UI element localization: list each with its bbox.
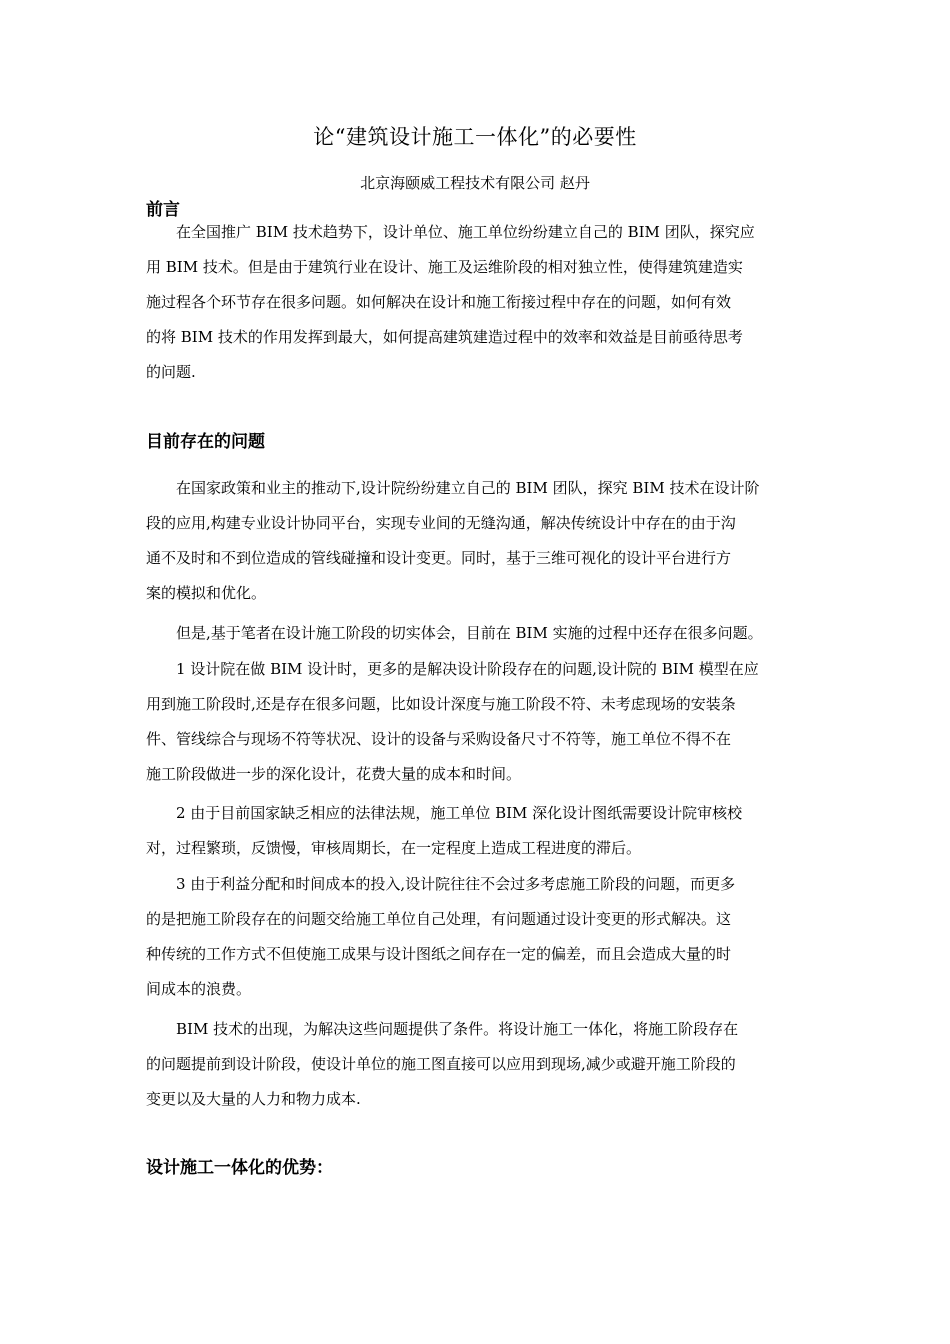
paragraph-line: 3 由于利益分配和时间成本的投入,设计院往往不会过多考虑施工阶段的问题，而更多 bbox=[176, 875, 736, 893]
paragraph-line: BIM 技术的出现，为解决这些问题提供了条件。将设计施工一体化，将施工阶段存在 bbox=[176, 1020, 739, 1038]
paragraph-line: 案的模拟和优化。 bbox=[146, 584, 267, 602]
paragraph-problems-1 bbox=[146, 471, 806, 611]
paragraph-line: 在国家政策和业主的推动下,设计院纷纷建立自己的 BIM 团队，探究 BIM 技术在设计阶 bbox=[176, 479, 760, 497]
paragraph-line: 但是,基于笔者在设计施工阶段的切实体会，目前在 BIM 实施的过程中还存在很多问题。 bbox=[176, 624, 763, 642]
paragraph-line: 通不及时和不到位造成的管线碰撞和设计变更。同时，基于三维可视化的设计平台进行方 bbox=[146, 549, 732, 567]
paragraph-line: 施过程各个环节存在很多问题。如何解决在设计和施工衔接过程中存在的问题，如何有效 bbox=[146, 293, 732, 311]
document-title: 论“建筑设计施工一体化”的必要性 bbox=[313, 125, 637, 149]
paragraph-problems-5 bbox=[146, 867, 806, 1007]
paragraph-line: 件、管线综合与现场不符等状况、设计的设备与采购设备尺寸不符等，施工单位不得不在 bbox=[146, 730, 732, 748]
paragraph-line: 的是把施工阶段存在的问题交给施工单位自己处理，有问题通过设计变更的形式解决。这 bbox=[146, 910, 732, 928]
paragraph-line: 对，过程繁琐，反馈慢，审核周期长，在一定程度上造成工程进度的滞后。 bbox=[146, 839, 642, 857]
paragraph-problems-2 bbox=[146, 616, 806, 651]
paragraph-line: 种传统的工作方式不但使施工成果与设计图纸之间存在一定的偏差，而且会造成大量的时 bbox=[146, 945, 732, 963]
paragraph-problems-4 bbox=[146, 796, 806, 866]
paragraph-line: 2 由于目前国家缺乏相应的法律法规，施工单位 BIM 深化设计图纸需要设计院审核校 bbox=[176, 804, 743, 822]
paragraph-line: 在全国推广 BIM 技术趋势下，设计单位、施工单位纷纷建立自己的 BIM 团队，探究应 bbox=[176, 223, 755, 241]
section-heading-preface: 前言 bbox=[146, 200, 180, 220]
paragraph-line: 变更以及大量的人力和物力成本. bbox=[146, 1090, 361, 1108]
paragraph-problems-3 bbox=[146, 652, 806, 792]
paragraph-line: 的将 BIM 技术的作用发挥到最大，如何提高建筑建造过程中的效率和效益是目前亟待思考 bbox=[146, 328, 743, 346]
paragraph-line: 1 设计院在做 BIM 设计时，更多的是解决设计阶段存在的问题,设计院的 BIM 模型在应 bbox=[176, 660, 759, 678]
section-heading-advantages: 设计施工一体化的优势： bbox=[146, 1158, 333, 1178]
document-author: 北京海颐威工程技术有限公司 赵丹 bbox=[360, 174, 590, 192]
paragraph-line: 施工阶段做进一步的深化设计，花费大量的成本和时间。 bbox=[146, 765, 522, 783]
paragraph-line: 的问题. bbox=[146, 363, 196, 381]
paragraph-line: 间成本的浪费。 bbox=[146, 980, 252, 998]
paragraph-problems-6 bbox=[146, 1012, 806, 1117]
paragraph-line: 段的应用,构建专业设计协同平台，实现专业间的无缝沟通，解决传统设计中存在的由于沟 bbox=[146, 514, 736, 532]
section-heading-problems: 目前存在的问题 bbox=[146, 432, 265, 452]
paragraph-line: 用到施工阶段时,还是存在很多问题，比如设计深度与施工阶段不符、未考虑现场的安装条 bbox=[146, 695, 736, 713]
paragraph-line: 用 BIM 技术。但是由于建筑行业在设计、施工及运维阶段的相对独立性，使得建筑建造实 bbox=[146, 258, 743, 276]
paragraph-preface-1 bbox=[146, 215, 806, 390]
paragraph-line: 的问题提前到设计阶段，使设计单位的施工图直接可以应用到现场,减少或避开施工阶段的 bbox=[146, 1055, 736, 1073]
